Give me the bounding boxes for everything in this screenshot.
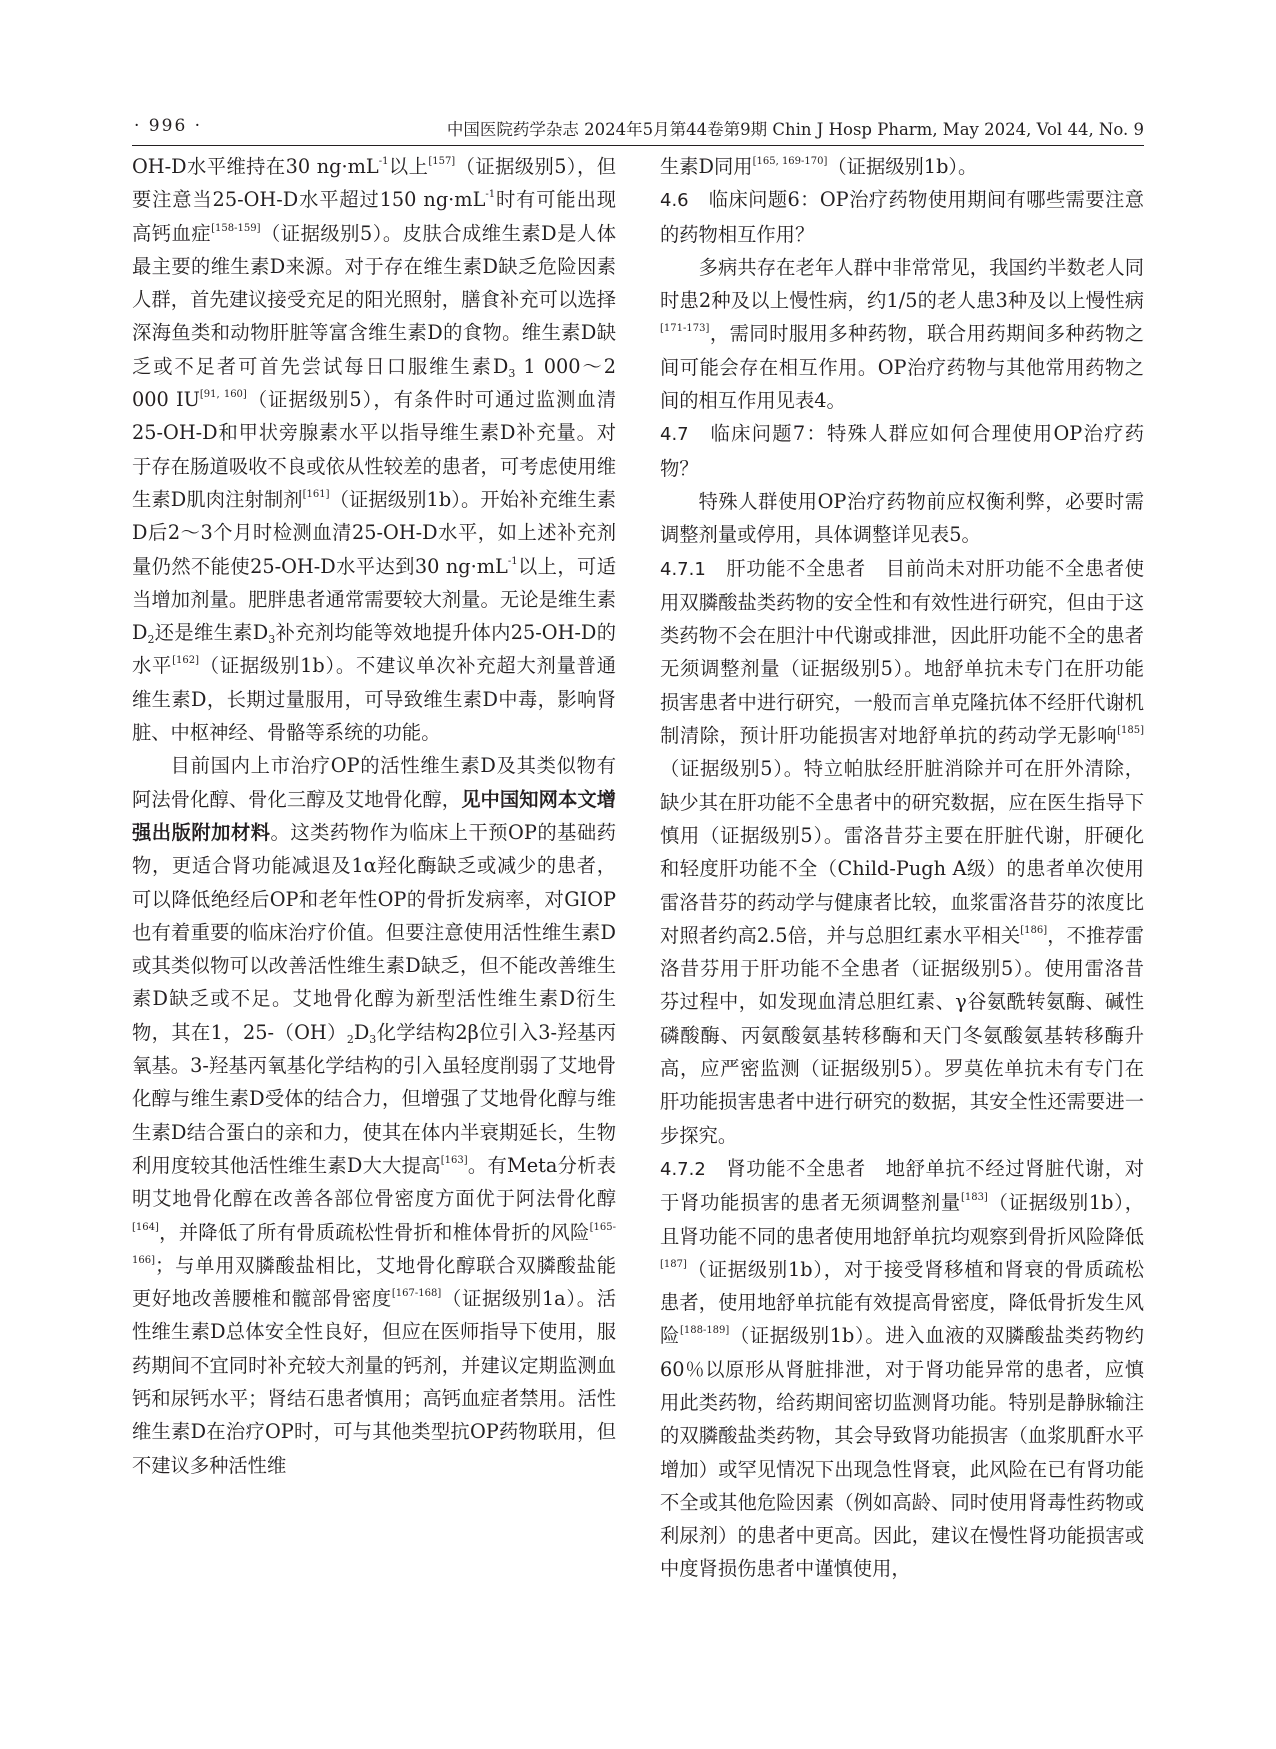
citation-ref: [161] [302, 488, 330, 500]
paragraph-special-populations: 特殊人群使用OP治疗药物前应权衡利弊，必要时需调整剂量或停用，具体调整详见表5。 [660, 489, 1144, 547]
citation-ref: [165, 169-170] [752, 156, 828, 167]
citation-ref: [91, 160] [199, 389, 247, 401]
supplement-material-note: 见中国知网本文增强出版附加材料 [132, 787, 617, 844]
citation-ref: [157] [428, 156, 456, 167]
section-heading-4-6: 4.6 临床问题6：OP治疗药物使用期间有哪些需要注意的药物相互作用？ [660, 188, 1145, 246]
citation-ref: [164] [132, 1221, 159, 1233]
paragraph-vitamin-d-supplement: OH-D水平维持在30 $ng\cdot mL^{-1}$以上[157]（证据级别5），但要注意当25-OH-D水平超过150 $ng\cdot mL^{-1}$时有可能出现高钙血症[158-159]（证据级别5）。皮肤合成维生素D是人体最主要的维生素D来源。对于存在维生素D缺乏危险因素人群，首先建议接受充足的阳光照射，膳食补充可以选择深海鱼类和动物肝脏等富含维生素D的食物。维生素D缺乏或不足者可首先尝试每日口服维生素$D_3$ 1 000～2 000 IU[91, 160]（证据级别5），有条件时可通过监测血清25-OH-D和甲状旁腺素水平以指导维生素D补充量。对于存在肠道吸收不良或依从性较差的患者，可考虑使用维生素D肌肉注射制剂[161]（证据级别1b）。开始补充维生素D后2～3个月时检测血清25-OH-D水平，如上述补充剂量仍然不能使25-OH-D水平达到30 $ng\cdot mL^{-1}$以上，可适当增加剂量。肥胖患者通常需要较大剂量。无论是维生素$D_2$还是维生素$D_3$补充剂均能等效地提升体内25-OH-D的水平[162]（证据级别1b）。不建议单次补充超大剂量普通维生素D，长期过量服用，可导致维生素D中毒，影响肾脏、中枢神经、骨骼等系统的功能。 [132, 155, 616, 745]
subsection-title: 肝功能不全患者 [726, 556, 866, 580]
left-column [132, 150, 616, 1482]
paragraph-active-vitamin-d: 目前国内上市治疗OP的活性维生素D及其类似物有阿法骨化醇、骨化三醇及艾地骨化醇，见中国知网本文增强出版附加材料。这类药物作为临床上干预OP的基础药物，更适合肾功能减退及1α羟化酶缺乏或减少的患者，可以降低绝经后OP和老年性OP的骨折发病率，对GIOP也有着重要的临床治疗价值。但要注意使用活性维生素D或其类似物可以改善活性维生素D缺乏，但不能改善维生素D缺乏或不足。艾地骨化醇为新型活性维生素D衍生物，其在1，$25-(OH)_2D_3$化学结构2β位引入3-羟基丙氧基。3-羟基丙氧基化学结构的引入虽轻度削弱了艾地骨化醇与维生素D受体的结合力，但增强了艾地骨化醇与维生素D结合蛋白的亲和力，使其在体内半衰期延长，生物利用度较其他活性维生素D大大提高[163]。有Meta分析表明艾地骨化醇在改善各部位骨密度方面优于阿法骨化醇[164]，并降低了所有骨质疏松性骨折和椎体骨折的风险[165-166]；与单用双膦酸盐相比，艾地骨化醇联合双膦酸盐能更好地改善腰椎和髋部骨密度[167-168]（证据级别1a）。活性维生素D总体安全性良好，但应在医师指导下使用，服药期间不宜同时补充较大剂量的钙剂，并建议定期监测血钙和尿钙水平；肾结石患者慎用；高钙血症者禁用。活性维生素D在治疗OP时，可与其他类型抗OP药物联用，但不建议多种活性维 [132, 754, 617, 1477]
journal-citation: 中国医院药学杂志 2024年5月第44卷第9期 Chin J Hosp Pharm, May 2024, Vol 44, No. 9 [446, 120, 1144, 139]
section-4-7-2-renal: 4.7.2 肾功能不全患者 地舒单抗不经过肾脏代谢，对于肾功能损害的患者无须调整剂量[183]（证据级别1b），且肾功能不同的患者使用地舒单抗均观察到骨折风险降低[187]（证据级别1b），对于接受肾移植和肾衰的骨质疏松患者，使用地舒单抗能有效提高骨密度，降低骨折发生风险[188-189]（证据级别1b）。进入血液的双膦酸盐类药物约60％以原形从肾脏排泄，对于肾功能异常的患者，应慎用此类药物，给药期间密切监测肾功能。特别是静脉输注的双膦酸盐类药物，其会导致肾功能损害（血浆肌酐水平增加）或罕见情况下出现急性肾衰，此风险在已有肾功能不全或其他危险因素（例如高龄、同时使用肾毒性药物或利尿剂）的患者中更高。因此，建议在慢性肾功能损害或中度肾损伤患者中谨慎使用， [660, 1156, 1145, 1581]
section-4-7-1-hepatic: 4.7.1 肝功能不全患者 目前尚未对肝功能不全患者使用双膦酸盐类药物的安全性和有效性进行研究，但由于这类药物不会在胆汁中代谢或排泄，因此肝功能不全的患者无须调整剂量（证据级别5）。地舒单抗未专门在肝功能损害患者中进行研究，一般而言单克隆抗体不经肝代谢机制清除，预计肝功能损害对地舒单抗的药动学无影响[185]（证据级别5）。特立帕肽经肝脏消除并可在肝外清除，缺少其在肝功能不全患者中的研究数据，应在医生指导下慎用（证据级别5）。雷洛昔芬主要在肝脏代谢，肝硬化和轻度肝功能不全（Child-Pugh A级）的患者单次使用雷洛昔芬的药动学与健康者比较，血浆雷洛昔芬的浓度比对照者约高2.5倍，并与总胆红素水平相关[186]，不推荐雷洛昔芬用于肝功能不全患者（证据级别5）。使用雷洛昔芬过程中，如发现血清总胆红素、γ谷氨酰转氨酶、碱性磷酸酶、丙氨酸氨基转移酶和天门冬氨酸氨基转移酶升高，应严密监测（证据级别5）。罗莫佐单抗未有专门在肝功能损害患者中进行研究的数据，其安全性还需要进一步探究。 [660, 556, 1145, 1147]
citation-ref: [188-189] [679, 1325, 730, 1337]
citation-ref: [187] [660, 1258, 687, 1270]
running-header [132, 112, 1144, 146]
paragraph-drug-interactions: 多病共存在老年人群中非常常见，我国约半数老人同时患2种及以上慢性病，约1/5的老人患3种及以上慢性病[171-173]，需同时服用多种药物，联合用药期间多种药物之间可能会存在相互作用。OP治疗药物与其他常用药物之间的相互作用见表4。 [660, 255, 1144, 413]
citation-ref: [186] [1020, 924, 1048, 936]
section-heading-4-7: 4.7 临床问题7：特殊人群应如何合理使用OP治疗药物？ [660, 422, 1145, 480]
citation-ref: [167-168] [391, 1288, 442, 1300]
page-number: · 996 · [134, 116, 203, 136]
citation-ref: [158-159] [211, 222, 261, 234]
citation-ref: [165-166] [132, 1221, 616, 1266]
citation-ref: [185] [1117, 725, 1144, 737]
citation-ref: [171-173] [660, 323, 710, 335]
citation-ref: [163] [440, 1154, 468, 1166]
paragraph-continuation: 生素D同用[165, 169-170]（证据级别1b）。 [660, 155, 978, 178]
citation-ref: [183] [960, 1192, 988, 1204]
subsection-title: 肾功能不全患者 [726, 1156, 866, 1180]
right-column [660, 150, 1144, 1586]
citation-ref: [162] [172, 655, 200, 667]
